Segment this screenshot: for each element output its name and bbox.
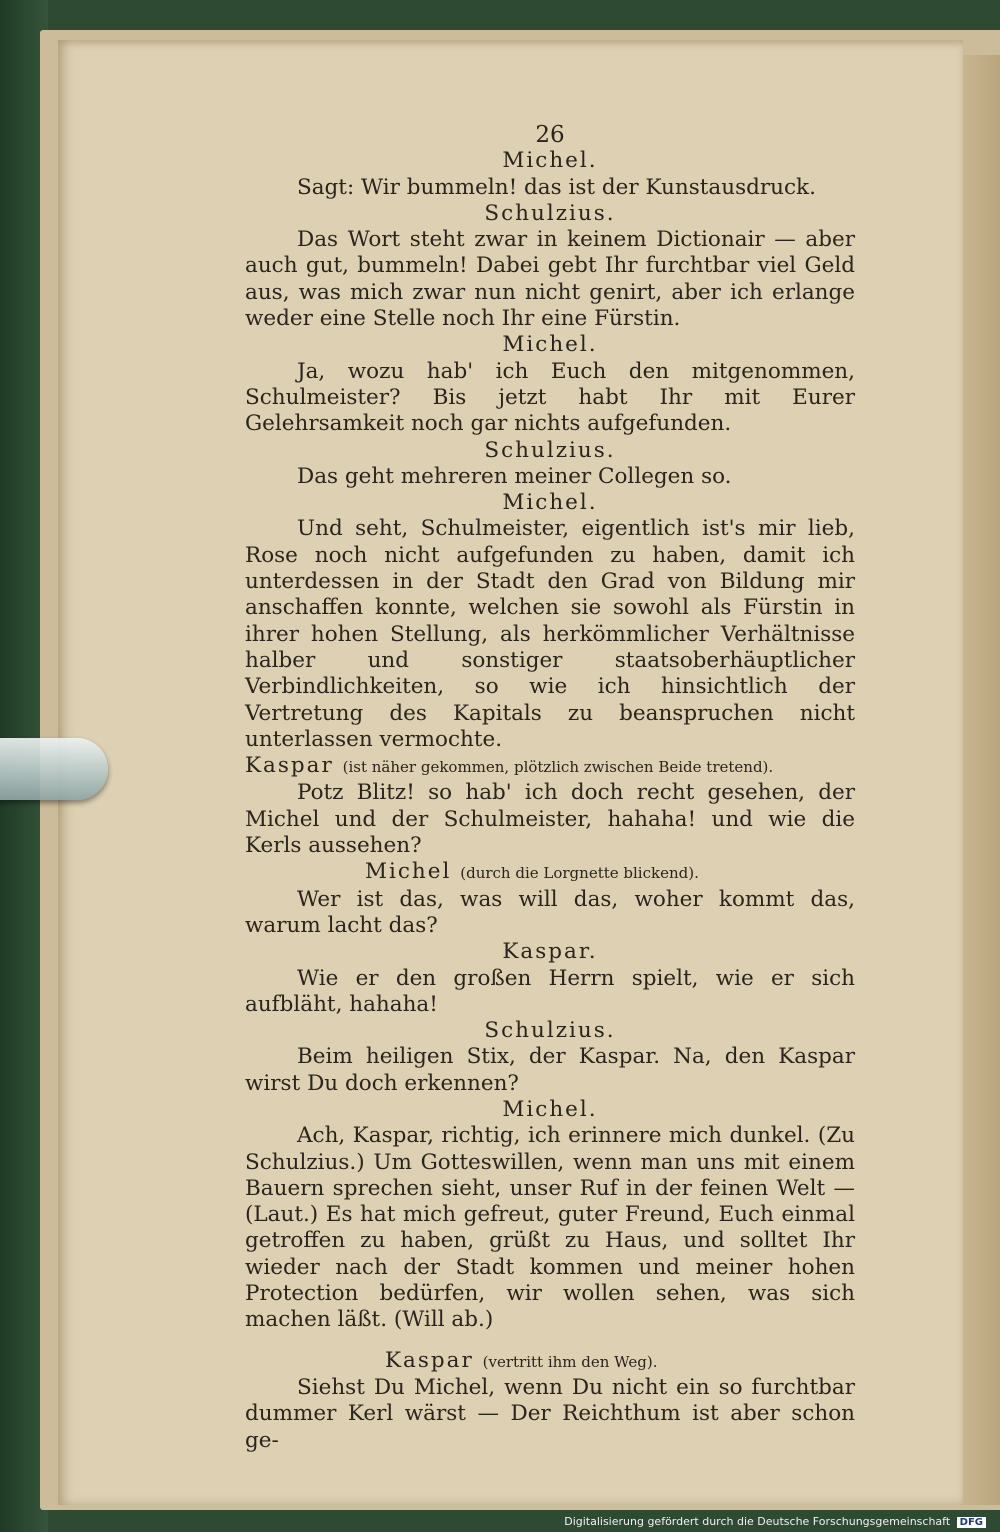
- footer: [564, 1515, 986, 1528]
- dialogue-paragraph: [245, 1123, 855, 1333]
- speaker-name: [245, 753, 855, 780]
- dialogue-text: Ja, wozu hab' ich Euch den mitgenommen, Schulmeister? Bis jetzt habt Ihr mit Eurer Gelehrsamkeit noch gar nichts aufgefunden.: [245, 358, 855, 437]
- dialogue-text: Siehst Du Michel, wenn Du nicht ein so furchtbar dummer Kerl wärst — Der Reichthum ist aber schon ge-: [245, 1374, 855, 1453]
- page-edge-right: [962, 55, 1000, 1505]
- speaker-name: [245, 490, 855, 516]
- dialogue-paragraph: [245, 887, 855, 940]
- dialogue-text: Beim heiligen Stix, der Kaspar. Na, den Kaspar wirst Du doch erkennen?: [245, 1044, 855, 1096]
- dialogue-paragraph: [245, 516, 855, 753]
- speaker-label: Kaspar.: [502, 939, 598, 965]
- speaker-name: [245, 1018, 855, 1044]
- page-clip: [0, 738, 108, 800]
- dialogue-paragraph: [245, 1044, 855, 1097]
- block-gap: [245, 1334, 855, 1348]
- dialogue-text: Ach, Kaspar, richtig, ich erinnere mich dunkel. (Zu Schulzius.) Um Gotteswillen, wenn man uns mit einem Bauern sprechen sieht, unser Ruf in der feinen Welt — (Laut.) Es hat mich gefreut, guter Freund, Euch einmal getroffen zu haben, grüßt zu Haus, und solltet Ihr wieder nach der Stadt kommen und meiner hohen Protection bedürfen, wir wollen sehen, was sich machen läßt. (Will ab.): [245, 1123, 855, 1333]
- dfg-logo-icon: DFG: [957, 1517, 986, 1528]
- dialogue-text: Das Wort steht zwar in keinem Dictionair — aber auch gut, bummeln! Dabei gebt Ihr furchtbar viel Geld aus, was mich zwar nun nicht genirt, aber ich erlange weder eine Stelle noch Ihr eine Fürstin.: [245, 227, 855, 332]
- dialogue-paragraph: [245, 780, 855, 859]
- speaker-name: [245, 438, 855, 464]
- dialogue-text: Sagt: Wir bummeln! das ist der Kunstausdruck.: [297, 174, 816, 200]
- speaker-name: [245, 859, 855, 886]
- speaker-label: Michel: [365, 859, 452, 885]
- dialogue-text: Wer ist das, was will das, woher kommt das, warum lacht das?: [245, 886, 855, 938]
- dialogue-paragraph: [245, 464, 855, 490]
- dialogue-paragraph: [245, 966, 855, 1019]
- dialogue-text: Potz Blitz! so hab' ich doch recht gesehen, der Michel und der Schulmeister, hahaha! und wie die Kerls aussehen?: [245, 780, 855, 859]
- dialogue-paragraph: [245, 175, 855, 201]
- speaker-name: [245, 148, 855, 174]
- speaker-label: Kaspar: [385, 1347, 474, 1373]
- dialogue-paragraph: [245, 227, 855, 332]
- speaker-label: Kaspar: [245, 753, 334, 779]
- stage-direction: (vertritt ihm den Weg).: [482, 1352, 658, 1371]
- page-number: 26: [535, 122, 565, 148]
- speaker-name: [245, 201, 855, 227]
- speaker-label: Schulzius.: [484, 200, 616, 226]
- page-text: [245, 122, 855, 1454]
- speaker-name: [245, 1348, 855, 1375]
- speaker-label: Michel.: [502, 490, 598, 516]
- speaker-label: Michel.: [502, 148, 598, 174]
- dialogue-text: Und seht, Schulmeister, eigentlich ist's mir lieb, Rose noch nicht aufgefunden zu haben, damit ich unterdessen in der Stadt den Grad von Bildung mir anschaffen konnte, welchen sie sowohl als Fürstin in ihrer hohen Stellung, als herkömmlicher Verhältnisse halber und sonstiger staatsoberhäuptlicher Verbindlichkeiten, so wie ich hinsichtlich der Vertretung des Kapitals zu beanspruchen nicht unterlassen vermochte.: [245, 516, 855, 752]
- dialogue-paragraph: [245, 359, 855, 438]
- speaker-label: Michel.: [502, 1096, 598, 1122]
- speaker-label: Schulzius.: [484, 437, 616, 463]
- footer-text: Digitalisierung gefördert durch die Deutsche Forschungsgemeinschaft: [564, 1515, 951, 1528]
- speaker-name: [245, 1097, 855, 1123]
- dialogue-text: Das geht mehreren meiner Collegen so.: [297, 463, 732, 489]
- dialogue-text: Wie er den großen Herrn spielt, wie er sich aufbläht, hahaha!: [245, 965, 855, 1017]
- stage-direction: (ist näher gekommen, plötzlich zwischen Beide tretend).: [342, 758, 774, 777]
- speaker-label: Michel.: [502, 332, 598, 358]
- speaker-name: [245, 332, 855, 358]
- dialogue-paragraph: [245, 1375, 855, 1454]
- speaker-name: [245, 939, 855, 965]
- speaker-label: Schulzius.: [484, 1018, 616, 1044]
- stage-direction: (durch die Lorgnette blickend).: [460, 864, 699, 883]
